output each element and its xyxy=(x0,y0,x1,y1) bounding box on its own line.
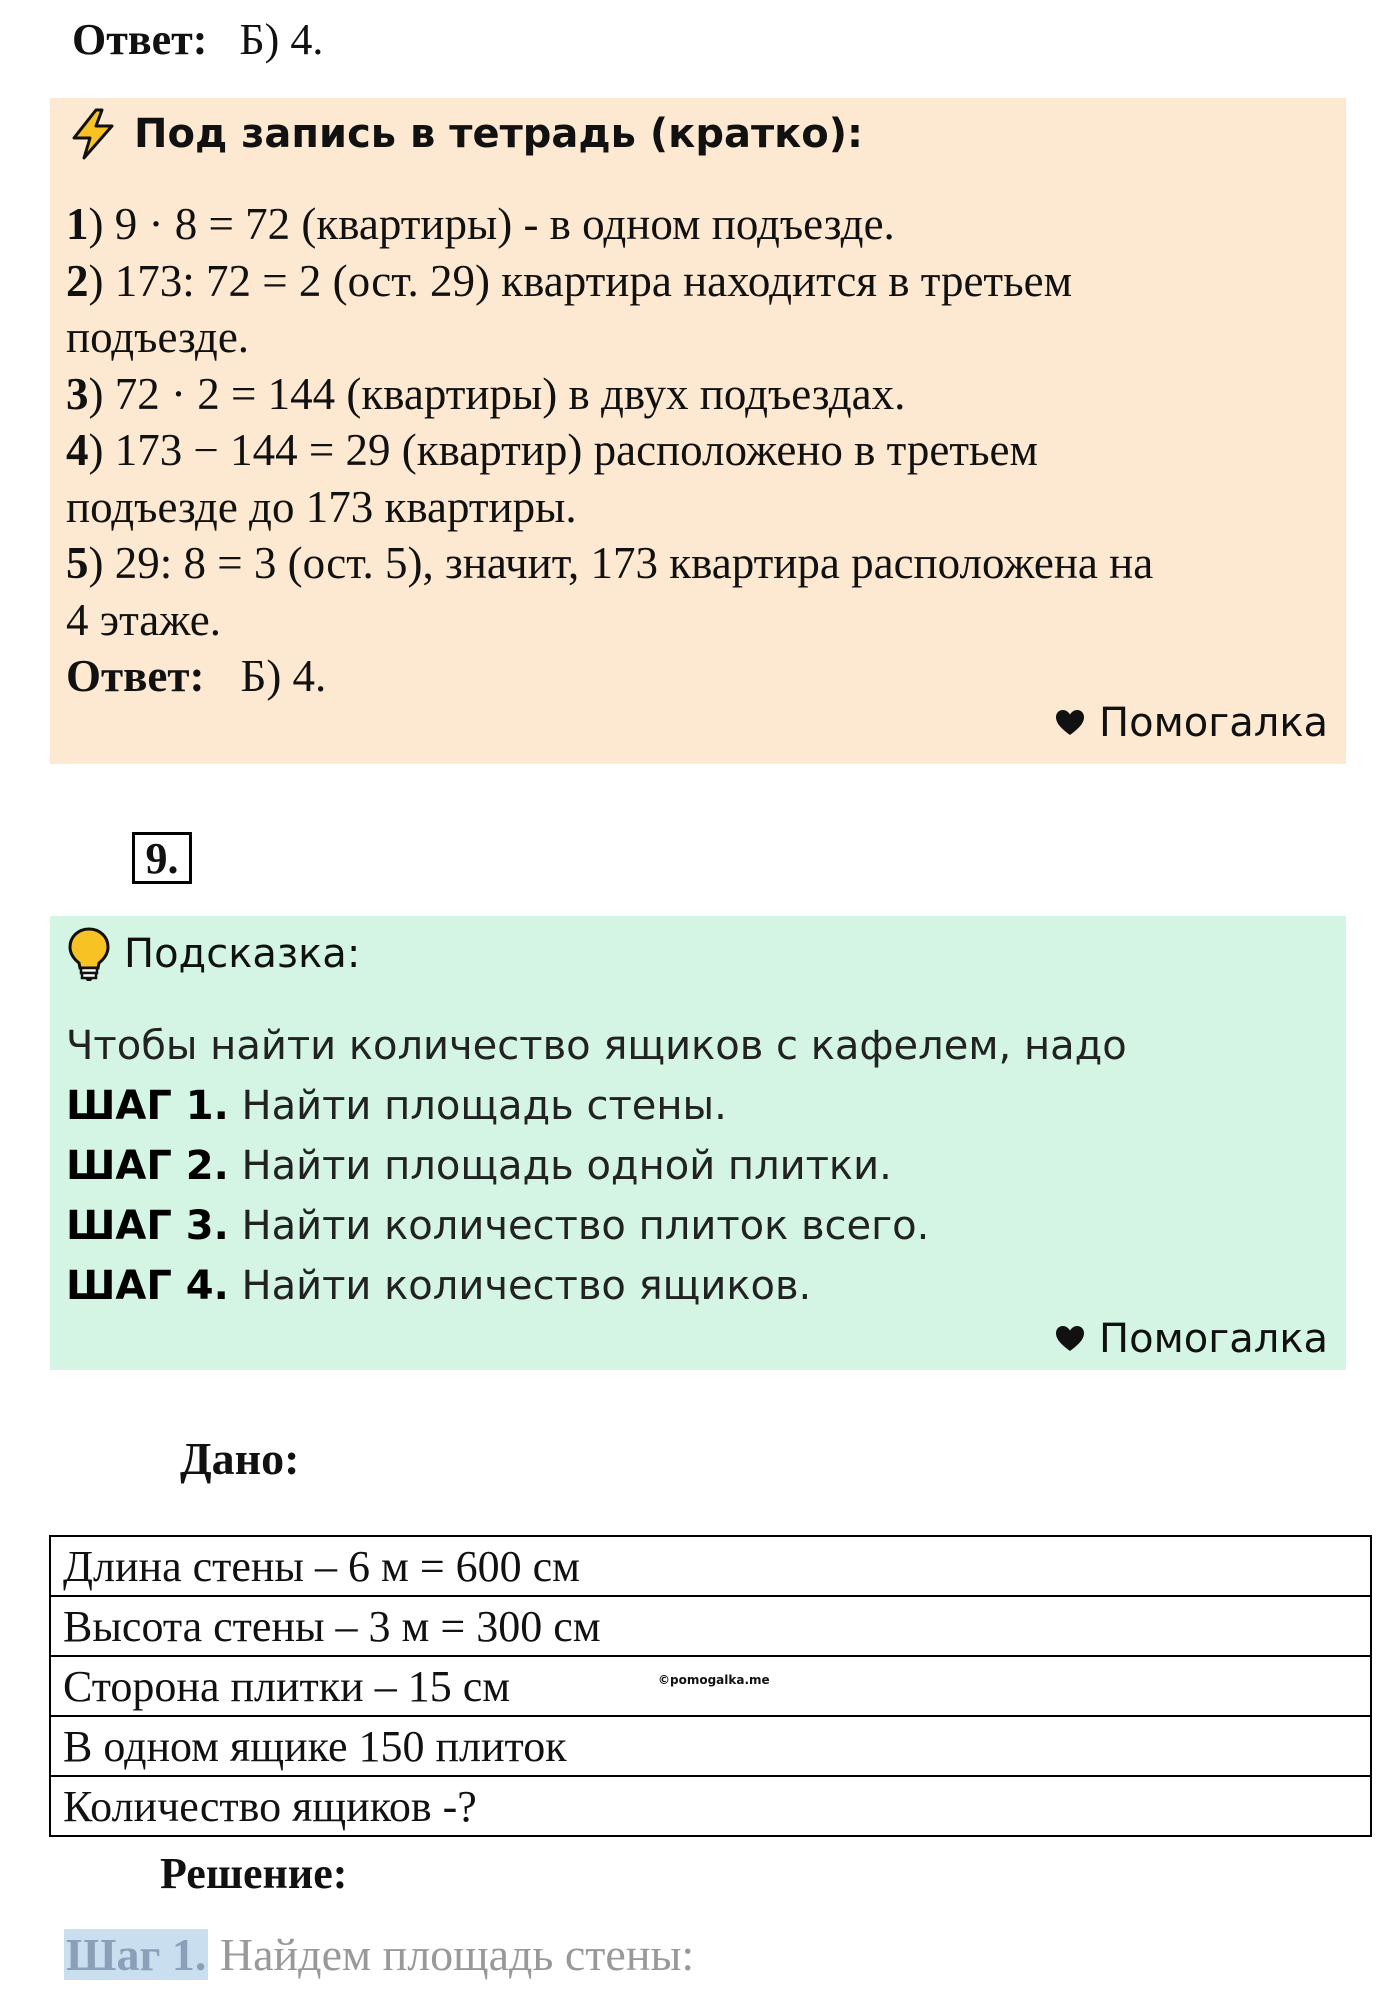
table-row xyxy=(50,1776,1371,1836)
heart-icon xyxy=(1055,709,1085,737)
watermark: ©pomogalka.me xyxy=(658,1673,770,1687)
hint-title-text: Подсказка: xyxy=(124,931,361,977)
given-title: Дано: xyxy=(180,1433,300,1484)
notebook-title-text: Под запись в тетрадь (кратко): xyxy=(134,111,864,157)
table-row xyxy=(50,1716,1371,1776)
hint-lines xyxy=(66,1016,1370,1316)
table-row xyxy=(50,1536,1371,1596)
hint-step: ШАГ 3. Найти количество плиток всего. xyxy=(66,1203,930,1249)
top-answer-value: Б) 4. xyxy=(239,15,324,64)
notebook-line: 1) 9 · 8 = 72 (квартиры) - в одном подъезде. xyxy=(66,199,895,249)
step1-text: Найдем площадь стены: xyxy=(208,1929,695,1980)
task-number: 9. xyxy=(132,832,192,884)
hint-intro: Чтобы найти количество ящиков с кафелем, надо xyxy=(66,1023,1127,1069)
notebook-line: подъезде. xyxy=(66,312,250,362)
hint-title xyxy=(66,926,360,982)
lightning-icon xyxy=(66,106,122,162)
hint-step: ШАГ 2. Найти площадь одной плитки. xyxy=(66,1143,892,1189)
top-answer-label: Ответ: xyxy=(72,15,208,64)
notebook-line: 4) 173 − 144 = 29 (квартир) расположено в третьем xyxy=(66,425,1039,475)
notebook-line: 5) 29: 8 = 3 (ост. 5), значит, 173 квартира расположена на xyxy=(66,538,1154,588)
table-row xyxy=(50,1596,1371,1656)
notebook-title xyxy=(66,106,863,162)
notebook-line: 4 этаже. xyxy=(66,594,221,645)
notebook-line: 2) 173: 72 = 2 (ост. 29) квартира находится в третьем xyxy=(66,255,1073,306)
table-cell: Количество ящиков -? xyxy=(50,1776,1371,1836)
table-cell: В одном ящике 150 плиток xyxy=(50,1716,1371,1776)
notebook-lines xyxy=(66,196,1370,705)
notebook-brand-text: Помогалка xyxy=(1099,700,1328,746)
top-answer xyxy=(72,14,323,65)
hint-step: ШАГ 4. Найти количество ящиков. xyxy=(66,1263,812,1309)
hint-brand-text: Помогалка xyxy=(1099,1316,1328,1362)
notebook-brand xyxy=(1055,700,1328,746)
heart-icon xyxy=(1055,1325,1085,1353)
lightbulb-icon xyxy=(66,926,112,982)
notebook-answer: Ответ: Б) 4. xyxy=(66,651,327,701)
hint-step: ШАГ 1. Найти площадь стены. xyxy=(66,1083,727,1129)
notebook-line: 3) 72 · 2 = 144 (квартиры) в двух подъездах. xyxy=(66,368,906,419)
table-cell: Длина стены – 6 м = 600 см xyxy=(50,1536,1371,1596)
solution-title: Решение: xyxy=(160,1849,348,1898)
hint-brand xyxy=(1055,1316,1328,1362)
notebook-line: подъезде до 173 квартиры. xyxy=(66,481,577,532)
step1-label: Шаг 1. xyxy=(66,1929,207,1980)
table-cell: Сторона плитки – 15 см xyxy=(50,1656,1371,1716)
table-cell: Высота стены – 3 м = 300 см xyxy=(50,1596,1371,1656)
solution-step1 xyxy=(64,1928,694,1981)
